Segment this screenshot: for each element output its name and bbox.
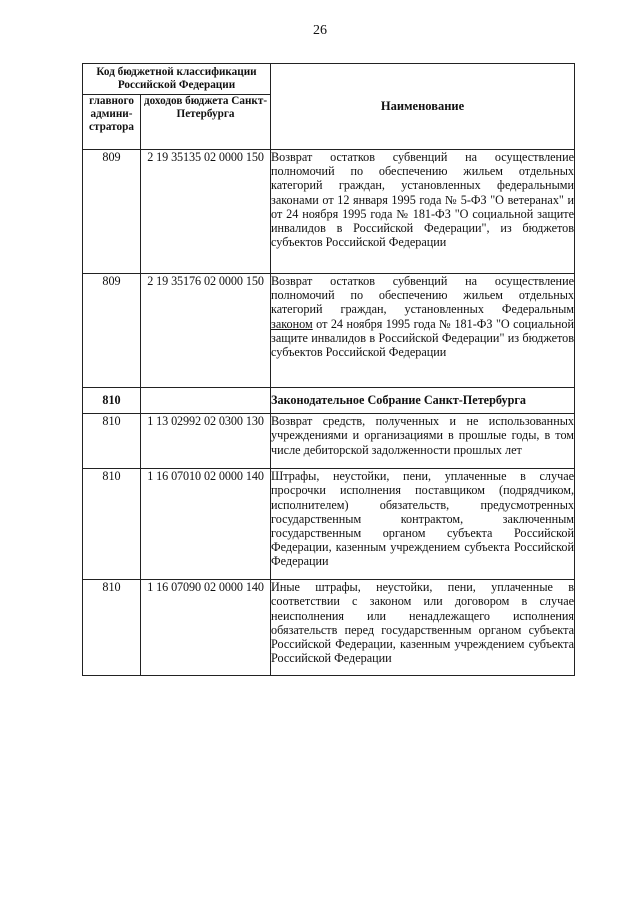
table-header-row <box>83 64 575 95</box>
admin-code-cell: 810 <box>83 414 141 469</box>
table-row <box>83 469 575 580</box>
section-title-cell: Законодательное Собрание Санкт-Петербурга <box>271 388 575 414</box>
budget-code-cell <box>141 388 271 414</box>
budget-code-cell: 2 19 35135 02 0000 150 <box>141 150 271 274</box>
table-row <box>83 414 575 469</box>
admin-code-cell: 809 <box>83 274 141 388</box>
description-cell: Иные штрафы, неустойки, пени, уплаченные в соответствии с законом или договором в случае неисполнения или ненадлежащего исполнения обязательств перед государственным органом субъекта Российской Федерации, казенным учреждением субъекта Российской Федерации <box>271 580 575 676</box>
header-budget-classification-code: Код бюджетной классификации Российской Федерации <box>83 64 271 95</box>
header-main-administrator: главного админи-стратора <box>83 95 141 150</box>
admin-code-cell: 810 <box>83 580 141 676</box>
description-cell <box>271 274 575 388</box>
table-row <box>83 274 575 388</box>
header-name: Наименование <box>271 64 575 150</box>
budget-code-cell: 1 13 02992 02 0300 130 <box>141 414 271 469</box>
admin-code-cell: 809 <box>83 150 141 274</box>
page-number: 26 <box>313 23 327 38</box>
description-text: от 24 ноября 1995 года № 181-ФЗ "О социальной защите инвалидов в Российской Федерации" из бюджетов субъектов Российской Федерации <box>271 316 575 360</box>
description-cell: Штрафы, неустойки, пени, уплаченные в случае просрочки исполнения поставщиком (подрядчиком, исполнителем) обязательств, предусмотренных государственным контрактом, заключенным государственным органом субъекта Российской Федерации, казенным учреждением субъекта Российской Федерации <box>271 469 575 580</box>
description-cell: Возврат средств, полученных и не использованных учреждениями и организациями в прошлые годы, в том числе дебиторской задолженности прошлых лет <box>271 414 575 469</box>
description-cell: Возврат остатков субвенций на осуществление полномочий по обеспечению жильем отдельных категорий граждан, установленных федеральными законами от 12 января 1995 года № 5-ФЗ "О ветеранах" и от 24 ноября 1995 года № 181-ФЗ "О социальной защите инвалидов в Российской Федерации", из бюджетов субъектов Российской Федерации <box>271 150 575 274</box>
admin-code-cell: 810 <box>83 388 141 414</box>
table-section-row <box>83 388 575 414</box>
description-text: Возврат остатков субвенций на осуществление полномочий по обеспечению жильем отдельных категорий граждан, установленных Федеральным <box>271 274 575 317</box>
header-budget-income: доходов бюджета Санкт-Петербурга <box>141 95 271 150</box>
description-law-link-text: законом <box>271 316 313 331</box>
budget-code-cell: 1 16 07090 02 0000 140 <box>141 580 271 676</box>
table-row <box>83 150 575 274</box>
admin-code-cell: 810 <box>83 469 141 580</box>
table-row <box>83 580 575 676</box>
budget-code-cell: 2 19 35176 02 0000 150 <box>141 274 271 388</box>
budget-classification-table <box>82 63 575 676</box>
budget-code-cell: 1 16 07010 02 0000 140 <box>141 469 271 580</box>
